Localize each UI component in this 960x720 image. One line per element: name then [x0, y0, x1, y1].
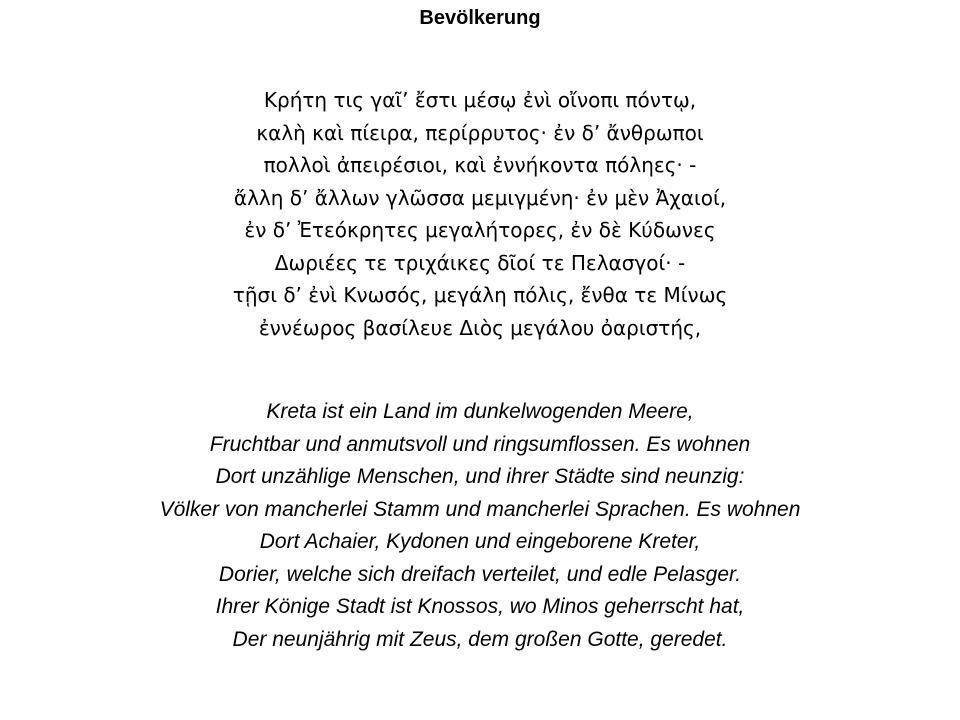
greek-verse-line: τῇσι δ’ ἐνὶ Κνωσός, μεγάλη πόλις, ἔνθα τε Μίνως: [232, 283, 728, 307]
german-translation-line: Kreta ist ein Land im dunkelwogenden Meere,: [266, 400, 694, 423]
german-translation-line: Der neunjährig mit Zeus, dem großen Gotte, geredet.: [232, 627, 728, 651]
german-translation-block: [0, 396, 960, 656]
slide-title: Bevölkerung: [419, 7, 541, 29]
german-translation-line: Völker von mancherlei Stamm und mancherlei Sprachen. Es wohnen: [159, 497, 801, 521]
greek-verse-line: ἄλλη δ’ ἄλλων γλῶσσα μεμιγμένη· ἐν μὲν Ἀχαιοί,: [233, 185, 727, 210]
greek-verse-line: ἐννέωρος βασίλευε Διὸς μεγάλου ὀαριστής,: [258, 315, 702, 340]
german-translation-line: Ihrer Könige Stadt ist Knossos, wo Minos geherrscht hat,: [215, 595, 745, 618]
greek-verse-line: πολλοὶ ἀπειρέσιοι, καὶ ἐννήκοντα πόληες· -: [263, 153, 697, 177]
greek-verse-line: καλὴ καὶ πίειρα, περίρρυτος· ἐν δ’ ἄνθρωποι: [256, 120, 704, 145]
german-translation-line: Dorier, welche sich dreifach verteilet, und edle Pelasger.: [218, 562, 742, 586]
german-translation-line: Fruchtbar und anmutsvoll und ringsumflossen. Es wohnen: [209, 432, 751, 456]
greek-verse-line: Δωριέες τε τριχάικες δῖοί τε Πελασγοί· -: [274, 250, 686, 275]
german-translation-line: Dort unzählige Menschen, und ihrer Städte sind neunzig:: [215, 465, 745, 488]
german-translation-line: Dort Achaier, Kydonen und eingeborene Kreter,: [259, 530, 701, 553]
greek-verse-line: Κρήτη τις γαῖ’ ἔστι μέσῳ ἐνὶ οἴνοπι πόντῳ,: [263, 88, 697, 112]
greek-verse-block: [0, 84, 960, 344]
greek-verse-line: ἐν δ’ Ἐτεόκρητες μεγαλήτορες, ἐν δὲ Κύδωνες: [244, 218, 716, 242]
